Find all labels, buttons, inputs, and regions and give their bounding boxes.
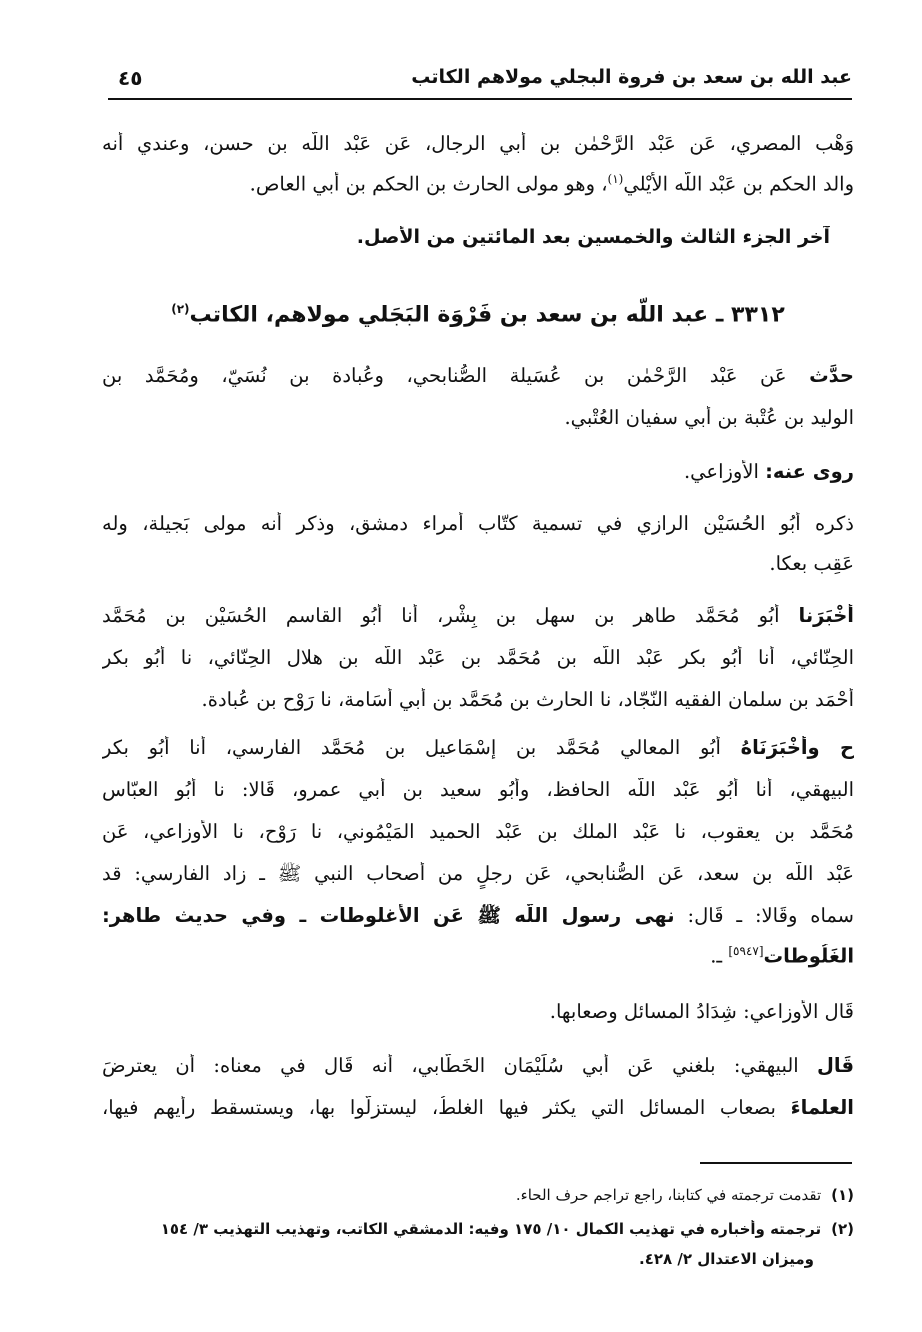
footnote-ref: (١) xyxy=(607,172,624,186)
text-line: أَحْمَد بن سلمان الفقيه النّجّاد، نا الحارث بن مُحَمَّد بن أَبي أُسَامة، نا رَوْح بن عُبادة. xyxy=(201,688,854,711)
text-line: والد الحكم بن عَبْد اللّه الأَيْلي$^{(١)}$، وهو مولى الحارث بن الحكم بن أَبي العاص. xyxy=(249,172,854,196)
text-line: الوليد بن عُتْبة بن أَبي سفيان العُتْبي. xyxy=(564,406,854,429)
keyword-qal: قَال xyxy=(816,1054,854,1077)
text-line: سماه وقَالا: ـ قَال: نهى رسول اللّه ﷺ عَن الأغلوطات ـ وفي حديث طاهر: xyxy=(102,904,854,927)
text-line: البيهقي، أنا أَبُو عَبْد اللّه الحافظ، وأَبُو سعيد بن أَبي عمرو، قَالا: نا أَبُو العبّاس xyxy=(102,778,854,801)
footnote: (١)تقدمت ترجمته في كتابنا، راجع تراجم حرف الحاء. xyxy=(515,1186,854,1204)
text-line: ح وأَخْبَرَنَاهُ أَبُو المعالي مُحَمَّد بن إسْمَاعيل بن مُحَمَّد الفارسي، أنا أَبُو بكر xyxy=(102,736,854,759)
page-ref: [٥٩٤٧] xyxy=(728,944,764,958)
part-end-note: آخر الجزء الثالث والخمسين بعد المائتين من الأصل. xyxy=(356,226,830,248)
footnote: (٢)ترجمته وأخباره في تهذيب الكمال ١٠/ ١٧٥ وفيه: الدمشقي الكاتب، وتهذيب التهذيب ٣/ ١٥٤ xyxy=(160,1220,854,1238)
text-line: حدَّث عَن عَبْد الرَّحْمٰن بن عُسَيلة الصُّنابحي، وعُبادة بن نُسَيّ، ومُحَمَّد بن xyxy=(102,364,854,387)
text-line: عَقِب بعكا. xyxy=(769,552,854,575)
entry-title: ٣٣١٢ ـ عبد اللّه بن سعد بن فَرْوَة البَجَلي مولاهم، الكاتب$^{(٢)}$ xyxy=(171,302,785,328)
text-line: ذكره أَبُو الحُسَيْن الرازي في تسمية كتّاب أمراء دمشق، وذكر أنه مولى بَجيلة، وله xyxy=(102,512,854,535)
footnote-separator xyxy=(700,1162,852,1164)
text-line: مُحَمَّد بن يعقوب، نا عَبْد الملك بن عَبْد الحميد المَيْمُوني، نا رَوْح، نا الأوزاعي، عَن xyxy=(102,820,854,843)
text-line: وَهْب المصري، عَن عَبْد الرَّحْمٰن بن أَبي الرجال، عَن عَبْد اللّه بن حسن، وعندي أنه xyxy=(102,132,854,155)
footnote-ref: (٢) xyxy=(171,302,190,316)
text-line: عَبْد اللّه بن سعد، عَن الصُّنابحي، عَن رجلٍ من أصحاب النبي ﷺ ـ زاد الفارسي: قد xyxy=(102,862,854,885)
text-line: قَال الأوزاعي: شِدَادُ المسائل وصعابها. xyxy=(549,1000,854,1023)
awzai-lead: قَال الأوزاعي: xyxy=(743,1000,854,1023)
keyword-rawa: روى عنه: xyxy=(765,460,854,483)
text-line: الحِنّائي، أنا أَبُو بكر عَبْد اللّه بن مُحَمَّد بن عَبْد اللّه بن هلال الحِنّائي، نا أَبُو بكر xyxy=(102,646,854,669)
page-number: ٤٥ xyxy=(118,66,143,90)
text-line: أَخْبَرَنا أَبُو مُحَمَّد طاهر بن سهل بن بِشْر، أنا أَبُو القاسم الحُسَيْن بن مُحَمَّد xyxy=(102,604,854,627)
keyword-haddath: حدَّث xyxy=(809,364,854,387)
page-header xyxy=(108,62,852,100)
keyword-akhbaranahu: ح وأَخْبَرَنَاهُ xyxy=(740,736,854,759)
text-line: الغَلُوطات[٥٩٤٧] ـ. xyxy=(710,944,854,968)
text-line: العلماءَ بصعاب المسائل التي يكثر فيها الغلطُ، ليستزلّوا بها، ويستسقط رأيهم فيها، xyxy=(102,1096,854,1119)
footnote-continuation: وميزان الاعتدال ٢/ ٤٢٨. xyxy=(639,1250,814,1268)
text-line: قَال البيهقي: بلغني عَن أَبي سُلَيْمَان الخَطّابي، أنه قَال في معناه: أن يعترضَ xyxy=(102,1054,854,1077)
text-line: روى عنه: الأوزاعي. xyxy=(683,460,854,483)
running-title: عبد الله بن سعد بن فروة البجلي مولاهم الكاتب xyxy=(411,66,852,88)
keyword-akhbarana: أَخْبَرَنا xyxy=(798,604,854,627)
